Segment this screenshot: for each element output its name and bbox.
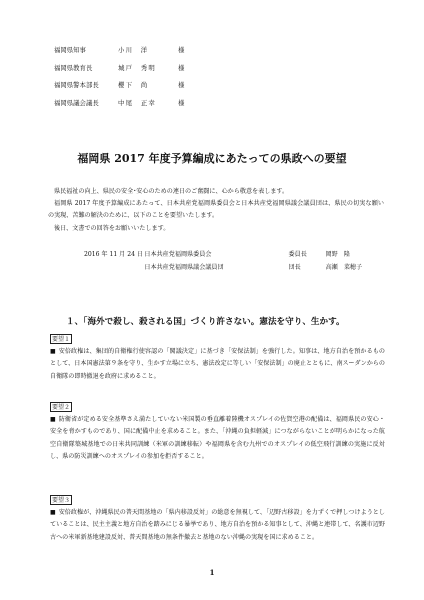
addressee-honorific: 様 [178, 98, 185, 107]
addressee-title: 福岡県議会議長 [54, 98, 99, 107]
bullet-square-icon: ■ [50, 416, 56, 423]
document-heading: 福岡県 2017 年度予算編成にあたっての県政への要望 [77, 152, 347, 165]
request-body: 防衛省が定める安全基準さえ満たしていない米国製の垂直離着陸機オスプレイの佐賀空港の配備は、福岡県民の安心・安全を脅かすものであり、国に配備中止を求めること。また、「沖縄の負担軽減」につながらないことが明らかになった航空自衛隊築城基地での日米共同訓練（米軍の訓練移転）や福岡県を含む九州でのオスプレイの低空飛行訓練の実施に反対し、県の防災訓練へのオスプレイの参加を拒否すること。 [50, 416, 386, 460]
signature-block [84, 248, 384, 274]
request-label: 要望３ [51, 497, 70, 504]
signature-org: 日本共産党福岡県議会議員団 [144, 264, 224, 271]
addressee-title: 福岡県警本部長 [54, 81, 99, 89]
request-label: 要望１ [51, 336, 70, 343]
addressee-honorific: 様 [178, 46, 185, 54]
addressee-title: 福岡県教育長 [54, 63, 93, 72]
request-label: 要望２ [51, 404, 70, 411]
intro-text [48, 186, 384, 235]
signature-row [84, 248, 384, 261]
addressee-row [54, 60, 274, 78]
signature-org: 日本共産党福岡県委員会 [144, 251, 212, 258]
request-body: 安倍政権が、沖縄県民の普天間基地の「県内移設反対」の総意を無視して、「辺野古移設」を力ずくで押しつけようとしていることは、民主主義と地方自治を踏みにじる暴挙であり、地方自治を預かる知事として、沖縄と連帯して、名護市辺野古への米軍新基地建設反対、普天間基地の無条件撤去と基地のない沖縄の実現を国に求めること。 [50, 509, 386, 541]
addressee-name: 櫻下 尚 [118, 81, 149, 89]
addressee-row [54, 95, 274, 113]
addressee-name: 城戸 秀明 [118, 63, 156, 72]
request-text [50, 346, 385, 383]
addressee-name: 中尾 正幸 [118, 98, 156, 107]
signature-date: 2016 年 11 月 24 日 [84, 251, 143, 258]
intro-paragraph: 後日、文書での回答をお願いいたします。 [54, 224, 170, 232]
request-text [50, 507, 385, 544]
signature-name: 高瀬 菜穂子 [325, 264, 363, 271]
addressee-honorific: 様 [178, 63, 185, 72]
signature-row [84, 261, 384, 274]
bullet-square-icon: ■ [50, 509, 56, 516]
signature-role: 団長 [288, 264, 301, 271]
bullet-square-icon: ■ [50, 348, 56, 355]
addressee-row [54, 77, 274, 95]
addressee-row [54, 42, 274, 60]
intro-paragraph: 県民福祉の向上、県民の安全･安心のための連日のご奮闘に、心から敬意を表します。 [54, 188, 289, 195]
addressee-title: 福岡県知事 [54, 46, 86, 54]
signature-name: 岡野 隆 [325, 251, 350, 258]
request-body: 安倍政権は、集団的自衛権行使容認の「閣議決定」に基づき「安保法制」を強行した。知事は、地方自治を預かるものとして、日本国憲法第９条を守り、生かす立場に立ち、憲法改定に等しい「安保法制」の廃止とともに、南スーダンからの自衛隊の即時撤退を政府に求めること。 [50, 348, 385, 380]
request-text [50, 414, 385, 463]
addressee-name: 小川 洋 [118, 46, 149, 54]
page-number: 1 [209, 568, 215, 577]
signature-role: 委員長 [288, 251, 307, 258]
addressee-honorific: 様 [178, 81, 185, 89]
intro-paragraph: 福岡県 2017 年度予算編成にあたって、日本共産党福岡県委員会と日本共産党福岡県議会議員団は、県民の切実な願いの実現、苦難の解決のために、以下のことを要望いたします。 [48, 200, 384, 220]
section-title: １、「海外で殺し、殺される国」づくり許さない。憲法を守り、生かす。 [66, 317, 345, 327]
addressee-list [54, 42, 274, 112]
